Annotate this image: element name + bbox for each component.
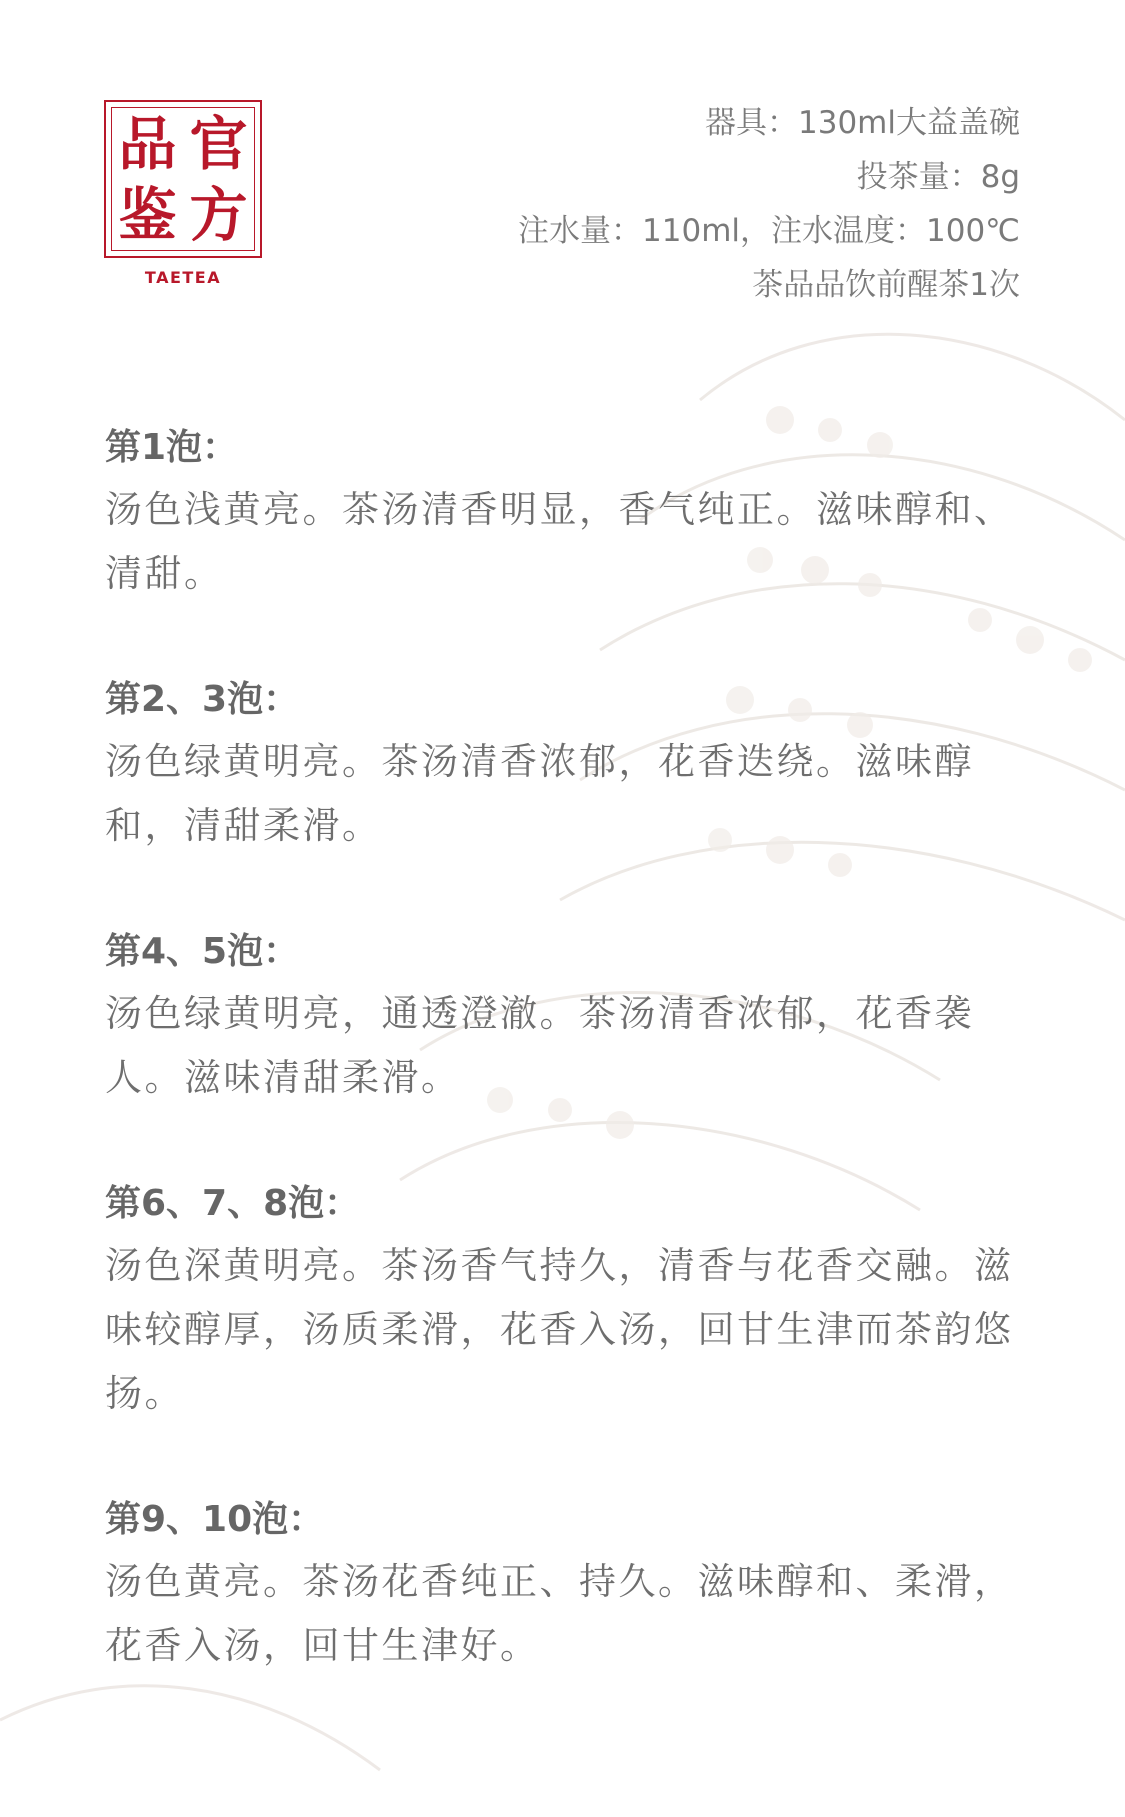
- infusion-section: [105, 670, 1025, 858]
- spec-water: 注水量：110ml，注水温度：100℃: [518, 213, 1020, 249]
- infusion-section: [105, 922, 1025, 1110]
- spec-tea-amount: 投茶量：8g: [856, 159, 1020, 195]
- infusion-description: 汤色绿黄明亮，通透澄澈。茶汤清香浓郁，花香袭人。滋味清甜柔滑。: [105, 992, 974, 1099]
- infusion-title: 第2、3泡：: [105, 679, 300, 720]
- infusion-description: 汤色浅黄亮。茶汤清香明显，香气纯正。滋味醇和、清甜。: [105, 488, 1014, 595]
- taetea-logo: [104, 100, 266, 287]
- logo-char: 方: [189, 180, 248, 249]
- logo-char: 品: [118, 109, 177, 178]
- infusion-description: 汤色黄亮。茶汤花香纯正、持久。滋味醇和、柔滑，花香入汤，回甘生津好。: [105, 1560, 1014, 1667]
- logo-seal: [104, 100, 262, 258]
- infusion-description: 汤色绿黄明亮。茶汤清香浓郁，花香迭绕。滋味醇和，清甜柔滑。: [105, 740, 974, 847]
- logo-char: 官: [189, 109, 248, 178]
- spec-rinse: 茶品品饮前醒茶1次: [752, 267, 1020, 303]
- logo-char: 鉴: [118, 180, 177, 249]
- infusion-description: 汤色深黄明亮。茶汤香气持久，清香与花香交融。滋味较醇厚，汤质柔滑，花香入汤，回甘生津而茶韵悠扬。: [105, 1244, 1014, 1415]
- infusion-section: [105, 418, 1025, 606]
- logo-subtitle: TAETEA: [144, 268, 222, 287]
- infusion-section: [105, 1174, 1025, 1426]
- brewing-spec: [518, 96, 1020, 312]
- infusion-title: 第6、7、8泡：: [105, 1183, 361, 1224]
- infusion-section: [105, 1490, 1025, 1678]
- infusion-title: 第9、10泡：: [105, 1499, 325, 1540]
- infusion-title: 第1泡：: [105, 427, 239, 468]
- infusion-notes: [105, 418, 1025, 1742]
- infusion-title: 第4、5泡：: [105, 931, 300, 972]
- spec-vessel: 器具：130ml大益盖碗: [705, 105, 1020, 141]
